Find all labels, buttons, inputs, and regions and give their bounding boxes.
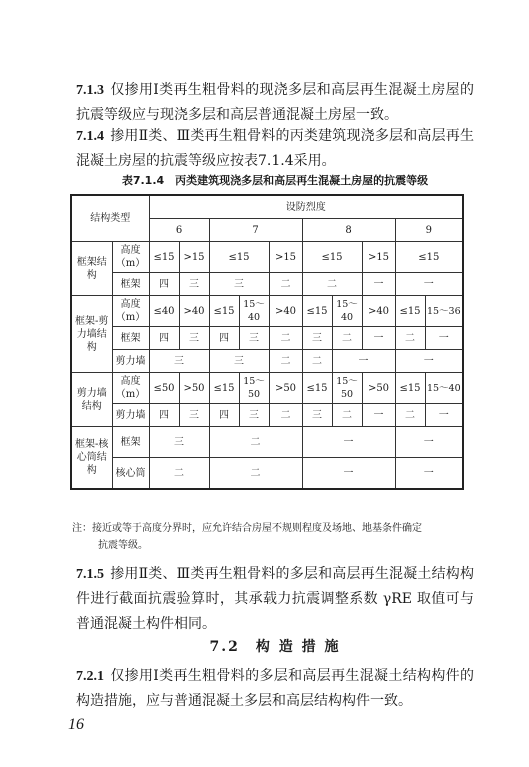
table-cell: >15 [269, 242, 302, 273]
table-cell: ≤15 [395, 296, 425, 327]
row-label-frame: 框架 [112, 427, 149, 458]
table-cell: 二 [395, 404, 425, 427]
clause-number: 7.1.5 [76, 567, 104, 582]
group-shear-wall: 剪力墙结构 [71, 373, 112, 427]
table-cell: 15～40 [425, 373, 463, 404]
section-title: 7.2 构 造 措 施 [209, 639, 341, 655]
table-cell: >15 [179, 242, 209, 273]
clause-text: 掺用Ⅱ类、Ⅲ类再生粗骨料的多层和高层再生混凝土结构构件进行截面抗震验算时，其承载力抗震调整系数 γRE 取值可与普通混凝土构件相同。 [76, 566, 474, 632]
clause-text: 掺用Ⅱ类、Ⅲ类再生粗骨料的丙类建筑现浇多层和高层再生混凝土房屋的抗震等级应按表7.1.4采用。 [76, 128, 474, 169]
table-cell: 三 [209, 350, 269, 373]
table-cell: 三 [209, 273, 269, 296]
table-cell: 15～40 [239, 296, 269, 327]
header-intensity-9: 9 [395, 219, 463, 242]
table-cell: 三 [179, 404, 209, 427]
header-intensity: 设防烈度 [149, 195, 463, 219]
table-cell: 一 [302, 458, 395, 490]
row-label-core-tube: 核心筒 [112, 458, 149, 490]
note-line: 抗震等级。 [98, 540, 148, 551]
table-cell: 一 [362, 404, 395, 427]
table-cell: 四 [209, 404, 239, 427]
table-cell: 二 [269, 273, 302, 296]
row-label-height: 高度（m） [112, 242, 149, 273]
table-cell: 二 [209, 427, 302, 458]
table-cell: 二 [269, 404, 302, 427]
table-cell: ≤50 [149, 373, 179, 404]
table-cell: >15 [362, 242, 395, 273]
table-cell: 三 [149, 350, 209, 373]
clause-7-1-3 [76, 78, 474, 128]
table-cell: 二 [395, 327, 425, 350]
header-intensity-7: 7 [209, 219, 302, 242]
table-cell: 三 [302, 327, 332, 350]
table-cell: 一 [425, 404, 463, 427]
table-cell: >50 [362, 373, 395, 404]
seismic-grade-table [70, 194, 464, 490]
row-label-height: 高度（m） [112, 373, 149, 404]
table-cell: 二 [302, 273, 362, 296]
table-cell: 一 [395, 427, 463, 458]
clause-text: 仅掺用Ⅰ类再生粗骨料的多层和高层再生混凝土结构构件的构造措施，应与普通混凝土多层和高层结构构件一致。 [76, 668, 474, 709]
table-title: 表7.1.4 丙类建筑现浇多层和高层再生混凝土房屋的抗震等级 [121, 174, 429, 187]
page-number: 16 [68, 716, 84, 733]
clause-number: 7.1.3 [76, 83, 104, 98]
table-cell: 15～40 [332, 296, 362, 327]
table-cell: 二 [209, 458, 302, 490]
row-label-frame: 框架 [112, 327, 149, 350]
table-cell: 15～50 [239, 373, 269, 404]
table-cell: ≤15 [302, 373, 332, 404]
row-label-frame: 框架 [112, 273, 149, 296]
table-cell: 一 [302, 427, 395, 458]
table-cell: ≤15 [395, 242, 463, 273]
table-cell: >50 [179, 373, 209, 404]
header-structure-type: 结构类型 [71, 195, 149, 242]
table-cell: 一 [395, 273, 463, 296]
clause-number: 7.2.1 [76, 669, 104, 684]
table-cell: 二 [269, 350, 302, 373]
table-cell: 一 [395, 458, 463, 490]
table-cell: ≤15 [302, 242, 362, 273]
row-label-shear-wall: 剪力墙 [112, 350, 149, 373]
table-cell: 15～36 [425, 296, 463, 327]
table-cell: 一 [362, 327, 395, 350]
table-cell: 三 [179, 327, 209, 350]
table-cell: 三 [149, 427, 209, 458]
group-frame-core-tube: 框架-核心筒结构 [71, 427, 112, 490]
table-cell: 二 [332, 404, 362, 427]
table-cell: >50 [269, 373, 302, 404]
table-cell: 四 [149, 327, 179, 350]
table-cell: >40 [179, 296, 209, 327]
table-cell: ≤15 [209, 242, 269, 273]
table-cell: ≤40 [149, 296, 179, 327]
header-intensity-6: 6 [149, 219, 209, 242]
row-label-height: 高度（m） [112, 296, 149, 327]
clause-7-1-5 [76, 562, 474, 637]
table-note [72, 520, 476, 554]
table-cell: 四 [149, 404, 179, 427]
table-cell: 三 [179, 273, 209, 296]
table-cell: 三 [239, 404, 269, 427]
group-frame: 框架结构 [71, 242, 112, 296]
table-cell: ≤15 [302, 296, 332, 327]
table-cell: ≤15 [395, 373, 425, 404]
table-cell: 一 [425, 327, 463, 350]
clause-7-2-1 [76, 664, 474, 714]
note-line: 注：接近或等于高度分界时，应允许结合房屋不规则程度及场地、地基条件确定 [72, 523, 422, 534]
table-cell: 三 [239, 327, 269, 350]
table-cell: ≤15 [209, 296, 239, 327]
table-cell: 三 [302, 404, 332, 427]
clause-7-1-4 [76, 124, 474, 174]
group-frame-shear-wall: 框架-剪力墙结构 [71, 296, 112, 373]
table-cell: 四 [209, 327, 239, 350]
clause-number: 7.1.4 [76, 129, 104, 144]
table-cell: 二 [149, 458, 209, 490]
table-cell: 一 [332, 350, 395, 373]
table-cell: ≤15 [209, 373, 239, 404]
table-cell: 四 [149, 273, 179, 296]
table-cell: 二 [332, 327, 362, 350]
table-cell: 15～50 [332, 373, 362, 404]
table-cell: 二 [302, 350, 332, 373]
row-label-shear-wall: 剪力墙 [112, 404, 149, 427]
table-cell: 二 [269, 327, 302, 350]
table-cell: >40 [362, 296, 395, 327]
table-cell: 一 [362, 273, 395, 296]
table-cell: ≤15 [149, 242, 179, 273]
table-cell: 一 [395, 350, 463, 373]
clause-text: 仅掺用Ⅰ类再生粗骨料的现浇多层和高层再生混凝土房屋的抗震等级应与现浇多层和高层普通混凝土房屋一致。 [76, 82, 474, 123]
table-cell: >40 [269, 296, 302, 327]
header-intensity-8: 8 [302, 219, 395, 242]
